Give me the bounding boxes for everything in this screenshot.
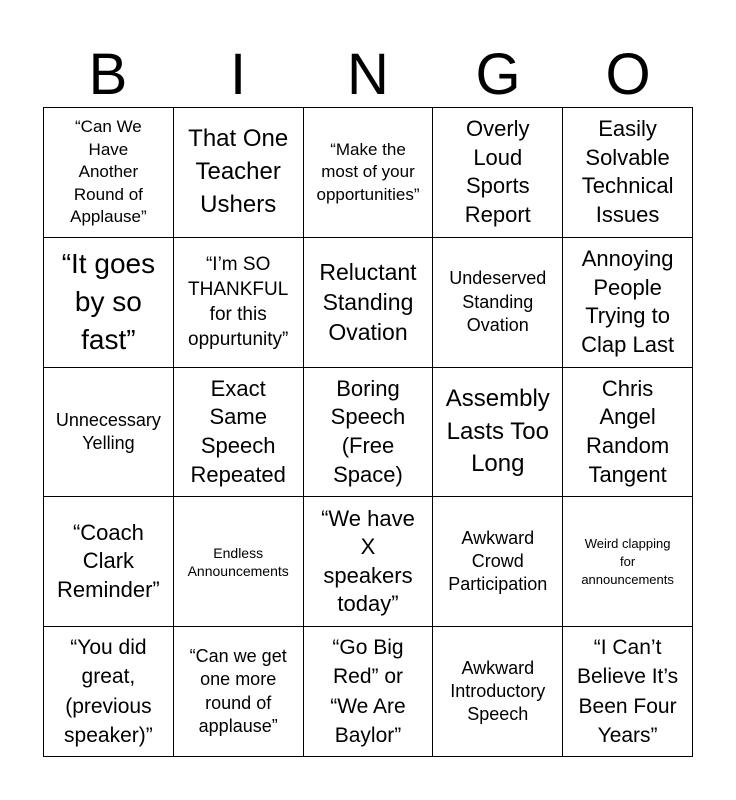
bingo-cell-r1-c5[interactable]: [563, 108, 693, 238]
bingo-cell-r2-c3[interactable]: [304, 238, 434, 368]
bingo-cell-r3-c1[interactable]: [44, 368, 174, 498]
bingo-cell-r2-c4[interactable]: [433, 238, 563, 368]
bingo-cell-r1-c4[interactable]: [433, 108, 563, 238]
cell-text: Easily Solvable Technical Issues: [581, 116, 674, 227]
header-letter-i: I: [229, 42, 247, 107]
bingo-cell-r5-c3[interactable]: [304, 627, 434, 757]
bingo-cell-r3-c2[interactable]: [174, 368, 304, 498]
cell-text: Chris Angel Random Tangent: [586, 375, 670, 487]
cell-text: “Can we get one more round of applause”: [189, 645, 287, 736]
bingo-cell-r4-c3[interactable]: [304, 497, 434, 627]
cell-text: “I’m SO THANKFUL for this oppurtunity”: [188, 254, 289, 351]
cell-text: Undeserved Standing Ovation: [449, 268, 547, 335]
cell-text: Annoying People Trying to Clap Last: [581, 246, 675, 357]
bingo-cell-r4-c5[interactable]: [563, 497, 693, 627]
bingo-cell-r1-c3[interactable]: [304, 108, 434, 238]
bingo-header: [43, 44, 693, 106]
bingo-board: [43, 107, 693, 757]
bingo-cell-r5-c2[interactable]: [174, 627, 304, 757]
bingo-cell-r2-c2[interactable]: [174, 238, 304, 368]
bingo-cell-r5-c1[interactable]: [44, 627, 174, 757]
cell-text: “We have X speakers today”: [321, 505, 415, 617]
bingo-cell-r1-c2[interactable]: [174, 108, 304, 238]
bingo-cell-r4-c1[interactable]: [44, 497, 174, 627]
cell-text: Awkward Introductory Speech: [450, 657, 546, 725]
cell-text: Exact Same Speech Repeated: [190, 375, 286, 487]
cell-text: That One Teacher Ushers: [188, 125, 289, 218]
bingo-cell-r1-c1[interactable]: [44, 108, 174, 238]
bingo-cell-r3-c3[interactable]: [304, 368, 434, 498]
cell-text: Awkward Crowd Participation: [448, 527, 548, 595]
bingo-cell-r5-c4[interactable]: [433, 627, 563, 757]
cell-text: “Can We Have Another Round of Applause”: [70, 117, 147, 227]
cell-text: Weird clapping for announcements: [581, 536, 674, 587]
cell-text: “You did great, (previous speaker)”: [64, 635, 153, 747]
bingo-cell-r4-c2[interactable]: [174, 497, 304, 627]
cell-text: Boring Speech (Free Space): [330, 375, 406, 487]
cell-text: “It goes by so fast”: [61, 248, 156, 356]
header-letter-b: B: [88, 42, 128, 107]
cell-text: Reluctant Standing Ovation: [319, 258, 417, 346]
bingo-cell-r3-c5[interactable]: [563, 368, 693, 498]
bingo-cell-r2-c5[interactable]: [563, 238, 693, 368]
cell-text: “Make the most of your opportunities”: [316, 139, 420, 204]
bingo-cell-r4-c4[interactable]: [433, 497, 563, 627]
header-letter-g: G: [475, 42, 521, 107]
bingo-cell-r2-c1[interactable]: [44, 238, 174, 368]
bingo-cell-r3-c4[interactable]: [433, 368, 563, 498]
header-letter-o: O: [605, 42, 651, 107]
cell-text: “Go Big Red” or “We Are Baylor”: [330, 635, 406, 747]
header-letter-n: N: [347, 42, 389, 107]
cell-text: Endless Announcements: [187, 544, 289, 579]
cell-text: Assembly Lasts Too Long: [445, 385, 550, 478]
cell-text: Unnecessary Yelling: [55, 409, 161, 453]
cell-text: Overly Loud Sports Report: [464, 116, 531, 227]
cell-text: “I Can’t Believe It’s Been Four Years”: [577, 635, 679, 747]
bingo-cell-r5-c5[interactable]: [563, 627, 693, 757]
cell-text: “Coach Clark Reminder”: [57, 519, 160, 603]
